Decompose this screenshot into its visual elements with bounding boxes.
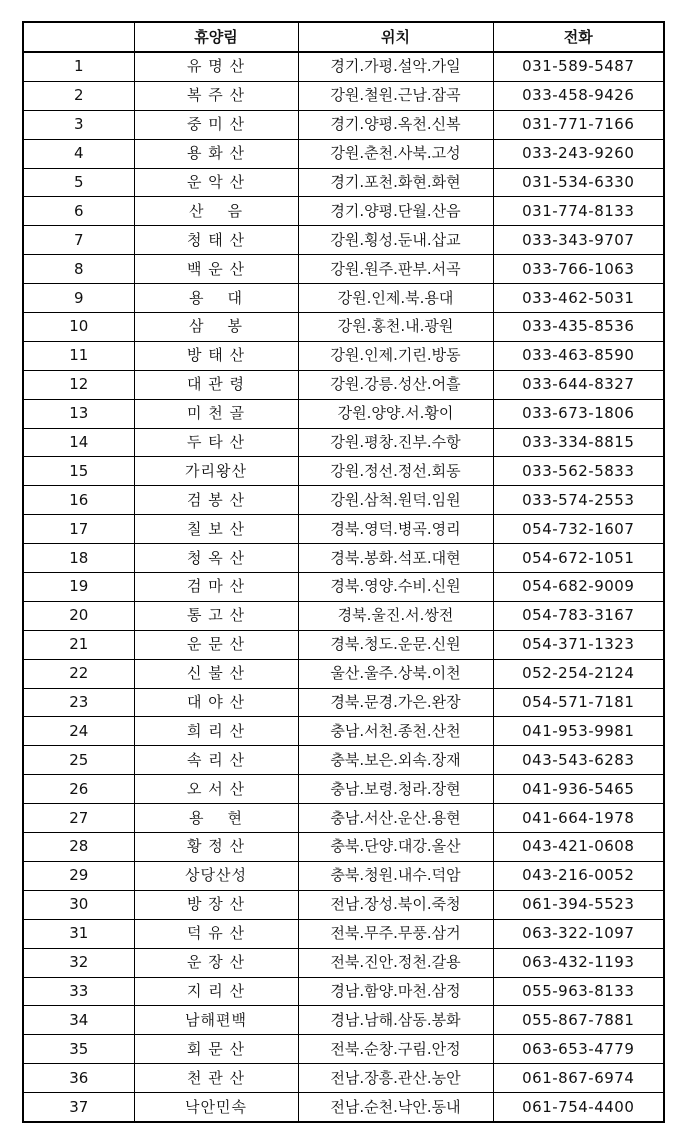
table-row bbox=[23, 601, 664, 630]
table-row bbox=[23, 341, 664, 370]
forest-location: 충북.보은.외속.장재 bbox=[298, 746, 493, 775]
forest-phone: 033-334-8815 bbox=[493, 428, 664, 457]
table-row bbox=[23, 861, 664, 890]
forest-phone: 033-574-2553 bbox=[493, 486, 664, 515]
forest-location: 울산.울주.상북.이천 bbox=[298, 659, 493, 688]
table-row bbox=[23, 544, 664, 573]
forest-location: 경북.영양.수비.신원 bbox=[298, 573, 493, 602]
forest-phone: 033-343-9707 bbox=[493, 226, 664, 255]
table-row bbox=[23, 139, 664, 168]
table-row bbox=[23, 1006, 664, 1035]
forest-phone: 041-936-5465 bbox=[493, 775, 664, 804]
row-number: 10 bbox=[23, 313, 134, 342]
row-number: 22 bbox=[23, 659, 134, 688]
forest-name: 천 관 산 bbox=[134, 1064, 298, 1093]
table-row bbox=[23, 746, 664, 775]
forest-name: 지 리 산 bbox=[134, 977, 298, 1006]
forest-table-container bbox=[22, 21, 663, 1123]
forest-phone: 061-754-4400 bbox=[493, 1093, 664, 1122]
forest-phone: 041-953-9981 bbox=[493, 717, 664, 746]
forest-name: 용 화 산 bbox=[134, 139, 298, 168]
forest-location: 경남.남해.삼동.봉화 bbox=[298, 1006, 493, 1035]
row-number: 9 bbox=[23, 284, 134, 313]
forest-name: 방 태 산 bbox=[134, 341, 298, 370]
forest-phone: 054-371-1323 bbox=[493, 630, 664, 659]
forest-phone: 033-435-8536 bbox=[493, 313, 664, 342]
forest-name: 칠 보 산 bbox=[134, 515, 298, 544]
forest-location: 강원.횡성.둔내.삽교 bbox=[298, 226, 493, 255]
table-row bbox=[23, 197, 664, 226]
forest-name: 삼 봉 bbox=[134, 313, 298, 342]
forest-name: 두 타 산 bbox=[134, 428, 298, 457]
table-row bbox=[23, 630, 664, 659]
forest-phone: 061-867-6974 bbox=[493, 1064, 664, 1093]
table-row bbox=[23, 977, 664, 1006]
forest-phone: 063-653-4779 bbox=[493, 1035, 664, 1064]
forest-name: 운 문 산 bbox=[134, 630, 298, 659]
forest-location: 경북.영덕.병곡.영리 bbox=[298, 515, 493, 544]
header-location: 위치 bbox=[298, 22, 493, 52]
forest-phone: 033-644-8327 bbox=[493, 370, 664, 399]
forest-location: 전남.장흥.관산.농안 bbox=[298, 1064, 493, 1093]
table-row bbox=[23, 110, 664, 139]
table-row bbox=[23, 1035, 664, 1064]
row-number: 21 bbox=[23, 630, 134, 659]
row-number: 36 bbox=[23, 1064, 134, 1093]
forest-name: 대 야 산 bbox=[134, 688, 298, 717]
forest-name: 산 음 bbox=[134, 197, 298, 226]
forest-location: 충북.단양.대강.올산 bbox=[298, 833, 493, 862]
forest-phone: 063-432-1193 bbox=[493, 948, 664, 977]
table-row bbox=[23, 659, 664, 688]
forest-location: 경기.양평.옥천.신복 bbox=[298, 110, 493, 139]
table-row bbox=[23, 515, 664, 544]
forest-name: 백 운 산 bbox=[134, 255, 298, 284]
forest-location: 경북.문경.가은.완장 bbox=[298, 688, 493, 717]
table-row bbox=[23, 775, 664, 804]
row-number: 15 bbox=[23, 457, 134, 486]
forest-location: 전북.무주.무풍.삼거 bbox=[298, 919, 493, 948]
forest-name: 낙안민속 bbox=[134, 1093, 298, 1122]
forest-phone: 033-462-5031 bbox=[493, 284, 664, 313]
row-number: 24 bbox=[23, 717, 134, 746]
forest-location: 경북.청도.운문.신원 bbox=[298, 630, 493, 659]
row-number: 31 bbox=[23, 919, 134, 948]
forest-location: 경기.가평.설악.가일 bbox=[298, 52, 493, 81]
row-number: 20 bbox=[23, 601, 134, 630]
forest-name: 남해편백 bbox=[134, 1006, 298, 1035]
forest-location: 전북.진안.정천.갈용 bbox=[298, 948, 493, 977]
forest-name: 청 옥 산 bbox=[134, 544, 298, 573]
forest-phone: 033-463-8590 bbox=[493, 341, 664, 370]
forest-name: 통 고 산 bbox=[134, 601, 298, 630]
forest-name: 운 장 산 bbox=[134, 948, 298, 977]
table-row bbox=[23, 919, 664, 948]
row-number: 34 bbox=[23, 1006, 134, 1035]
forest-name: 가리왕산 bbox=[134, 457, 298, 486]
forest-location: 전북.순창.구림.안정 bbox=[298, 1035, 493, 1064]
forest-location: 강원.삼척.원덕.임원 bbox=[298, 486, 493, 515]
forest-phone: 055-867-7881 bbox=[493, 1006, 664, 1035]
forest-name: 용 현 bbox=[134, 804, 298, 833]
row-number: 2 bbox=[23, 81, 134, 110]
row-number: 23 bbox=[23, 688, 134, 717]
forest-name: 검 마 산 bbox=[134, 573, 298, 602]
forest-location: 충남.서천.종천.산천 bbox=[298, 717, 493, 746]
table-row bbox=[23, 1064, 664, 1093]
row-number: 33 bbox=[23, 977, 134, 1006]
row-number: 12 bbox=[23, 370, 134, 399]
header-forest-name: 휴양림 bbox=[134, 22, 298, 52]
table-row bbox=[23, 890, 664, 919]
forest-phone: 054-732-1607 bbox=[493, 515, 664, 544]
header-row bbox=[23, 22, 664, 52]
forest-name: 청 태 산 bbox=[134, 226, 298, 255]
forest-location: 경기.포천.화현.화현 bbox=[298, 168, 493, 197]
row-number: 27 bbox=[23, 804, 134, 833]
forest-name: 용 대 bbox=[134, 284, 298, 313]
forest-phone: 033-243-9260 bbox=[493, 139, 664, 168]
forest-phone: 033-458-9426 bbox=[493, 81, 664, 110]
forest-location: 전남.순천.낙안.동내 bbox=[298, 1093, 493, 1122]
row-number: 16 bbox=[23, 486, 134, 515]
table-row bbox=[23, 313, 664, 342]
forest-phone: 031-589-5487 bbox=[493, 52, 664, 81]
forest-name: 희 리 산 bbox=[134, 717, 298, 746]
forest-location: 경북.울진.서.쌍전 bbox=[298, 601, 493, 630]
forest-name: 신 불 산 bbox=[134, 659, 298, 688]
row-number: 26 bbox=[23, 775, 134, 804]
forest-phone: 033-673-1806 bbox=[493, 399, 664, 428]
row-number: 6 bbox=[23, 197, 134, 226]
forest-phone: 043-543-6283 bbox=[493, 746, 664, 775]
forest-phone: 031-774-8133 bbox=[493, 197, 664, 226]
table-row bbox=[23, 284, 664, 313]
forest-location: 충남.보령.청라.장현 bbox=[298, 775, 493, 804]
row-number: 5 bbox=[23, 168, 134, 197]
forest-location: 강원.정선.정선.회동 bbox=[298, 457, 493, 486]
forest-location: 강원.인제.기린.방동 bbox=[298, 341, 493, 370]
forest-name: 중 미 산 bbox=[134, 110, 298, 139]
row-number: 13 bbox=[23, 399, 134, 428]
forest-phone: 054-672-1051 bbox=[493, 544, 664, 573]
forest-phone: 054-571-7181 bbox=[493, 688, 664, 717]
table-row bbox=[23, 52, 664, 81]
table-row bbox=[23, 573, 664, 602]
forest-phone: 043-421-0608 bbox=[493, 833, 664, 862]
forest-name: 복 주 산 bbox=[134, 81, 298, 110]
forest-phone: 033-766-1063 bbox=[493, 255, 664, 284]
table-row bbox=[23, 399, 664, 428]
forest-phone: 063-322-1097 bbox=[493, 919, 664, 948]
row-number: 25 bbox=[23, 746, 134, 775]
header-phone: 전화 bbox=[493, 22, 664, 52]
table-row bbox=[23, 717, 664, 746]
row-number: 3 bbox=[23, 110, 134, 139]
forest-location: 강원.홍천.내.광원 bbox=[298, 313, 493, 342]
table-row bbox=[23, 226, 664, 255]
forest-name: 상당산성 bbox=[134, 861, 298, 890]
table-row bbox=[23, 81, 664, 110]
row-number: 19 bbox=[23, 573, 134, 602]
table-row bbox=[23, 688, 664, 717]
row-number: 35 bbox=[23, 1035, 134, 1064]
forest-name: 운 악 산 bbox=[134, 168, 298, 197]
recreation-forest-table bbox=[22, 21, 665, 1123]
row-number: 29 bbox=[23, 861, 134, 890]
forest-phone: 043-216-0052 bbox=[493, 861, 664, 890]
table-row bbox=[23, 833, 664, 862]
row-number: 7 bbox=[23, 226, 134, 255]
forest-name: 유 명 산 bbox=[134, 52, 298, 81]
forest-name: 덕 유 산 bbox=[134, 919, 298, 948]
row-number: 14 bbox=[23, 428, 134, 457]
forest-phone: 054-682-9009 bbox=[493, 573, 664, 602]
forest-name: 회 문 산 bbox=[134, 1035, 298, 1064]
forest-location: 강원.평창.진부.수항 bbox=[298, 428, 493, 457]
row-number: 30 bbox=[23, 890, 134, 919]
forest-phone: 031-771-7166 bbox=[493, 110, 664, 139]
forest-phone: 055-963-8133 bbox=[493, 977, 664, 1006]
table-row bbox=[23, 255, 664, 284]
forest-location: 경기.양평.단월.산음 bbox=[298, 197, 493, 226]
row-number: 18 bbox=[23, 544, 134, 573]
forest-name: 검 봉 산 bbox=[134, 486, 298, 515]
table-row bbox=[23, 370, 664, 399]
header-number bbox=[23, 22, 134, 52]
forest-location: 강원.원주.판부.서곡 bbox=[298, 255, 493, 284]
forest-name: 미 천 골 bbox=[134, 399, 298, 428]
table-row bbox=[23, 486, 664, 515]
forest-name: 방 장 산 bbox=[134, 890, 298, 919]
forest-name: 황 정 산 bbox=[134, 833, 298, 862]
row-number: 4 bbox=[23, 139, 134, 168]
table-row bbox=[23, 804, 664, 833]
table-body bbox=[23, 52, 664, 1122]
row-number: 11 bbox=[23, 341, 134, 370]
forest-name: 대 관 령 bbox=[134, 370, 298, 399]
forest-location: 강원.철원.근남.잠곡 bbox=[298, 81, 493, 110]
forest-location: 강원.인제.북.용대 bbox=[298, 284, 493, 313]
table-row bbox=[23, 428, 664, 457]
forest-location: 전남.장성.북이.죽청 bbox=[298, 890, 493, 919]
forest-phone: 054-783-3167 bbox=[493, 601, 664, 630]
forest-location: 강원.양양.서.황이 bbox=[298, 399, 493, 428]
forest-location: 경남.함양.마천.삼정 bbox=[298, 977, 493, 1006]
row-number: 1 bbox=[23, 52, 134, 81]
forest-location: 충북.청원.내수.덕암 bbox=[298, 861, 493, 890]
row-number: 32 bbox=[23, 948, 134, 977]
forest-phone: 031-534-6330 bbox=[493, 168, 664, 197]
forest-phone: 052-254-2124 bbox=[493, 659, 664, 688]
forest-phone: 033-562-5833 bbox=[493, 457, 664, 486]
table-header bbox=[23, 22, 664, 52]
row-number: 8 bbox=[23, 255, 134, 284]
forest-name: 오 서 산 bbox=[134, 775, 298, 804]
forest-location: 강원.강릉.성산.어흘 bbox=[298, 370, 493, 399]
forest-phone: 041-664-1978 bbox=[493, 804, 664, 833]
table-row bbox=[23, 457, 664, 486]
forest-phone: 061-394-5523 bbox=[493, 890, 664, 919]
table-row bbox=[23, 168, 664, 197]
row-number: 37 bbox=[23, 1093, 134, 1122]
table-row bbox=[23, 948, 664, 977]
forest-location: 강원.춘천.사북.고성 bbox=[298, 139, 493, 168]
forest-location: 충남.서산.운산.용현 bbox=[298, 804, 493, 833]
forest-name: 속 리 산 bbox=[134, 746, 298, 775]
row-number: 17 bbox=[23, 515, 134, 544]
forest-location: 경북.봉화.석포.대현 bbox=[298, 544, 493, 573]
table-row bbox=[23, 1093, 664, 1122]
row-number: 28 bbox=[23, 833, 134, 862]
